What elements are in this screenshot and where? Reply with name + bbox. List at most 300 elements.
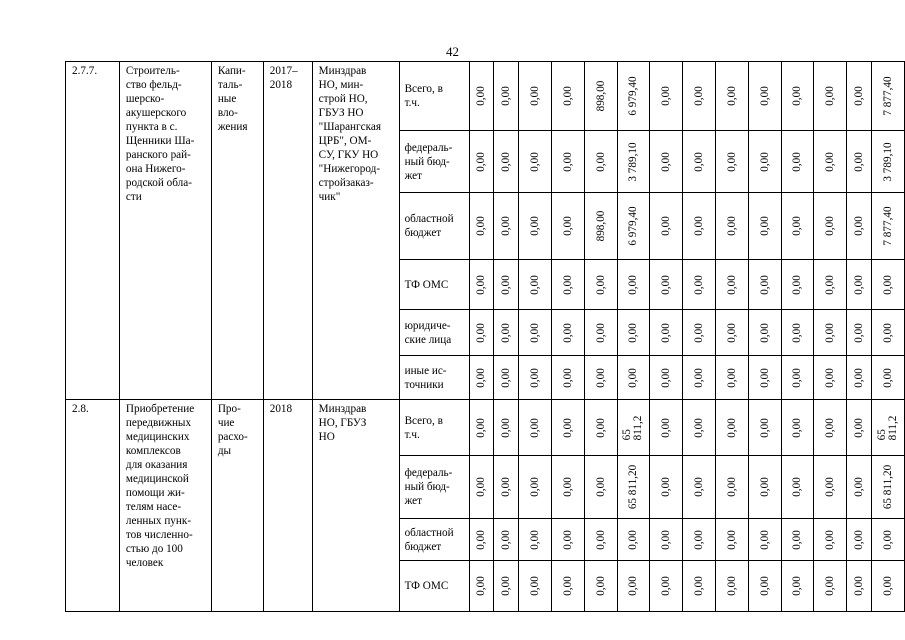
value-text: 0,00 bbox=[693, 477, 706, 497]
value-text: 0,00 bbox=[500, 367, 513, 388]
funding-source: Всего, в т.ч. bbox=[399, 62, 469, 131]
value-text: 0,00 bbox=[594, 576, 607, 596]
value-cell bbox=[814, 131, 847, 193]
value-text: 0,00 bbox=[561, 322, 574, 343]
value-cell bbox=[781, 193, 814, 260]
value-text: 0,00 bbox=[529, 417, 542, 438]
value-text: 0,00 bbox=[791, 529, 804, 550]
value-text: 0,00 bbox=[561, 367, 574, 388]
value-text: 0,00 bbox=[693, 151, 706, 172]
value-text: 0,00 bbox=[758, 576, 771, 596]
value-text: 0,00 bbox=[882, 367, 894, 388]
value-cell bbox=[494, 561, 519, 612]
value-text: 0,00 bbox=[529, 216, 542, 236]
value-cell bbox=[650, 260, 683, 310]
value-text: 0,00 bbox=[594, 417, 607, 438]
value-cell bbox=[551, 519, 584, 561]
value-text: 0,00 bbox=[561, 216, 574, 236]
value-text: 0,00 bbox=[725, 529, 738, 550]
value-cell bbox=[469, 456, 494, 519]
value-cell bbox=[872, 400, 905, 456]
value-cell bbox=[494, 519, 519, 561]
item-name: Строитель- ство фельд- шерско- акушерского пункта в с. Щенники Ша- ранского рай- она Нижего- родской обла- сти bbox=[119, 62, 211, 400]
value-text: 0,00 bbox=[500, 576, 513, 596]
value-cell bbox=[650, 519, 683, 561]
value-text: 0,00 bbox=[561, 274, 574, 295]
value-text: 65 811,20 bbox=[627, 464, 640, 510]
value-text: 0,00 bbox=[475, 216, 488, 236]
funding-source: федераль- ный бюд- жет bbox=[399, 456, 469, 519]
value-text: 0,00 bbox=[561, 576, 574, 596]
value-cell bbox=[683, 260, 716, 310]
value-cell bbox=[584, 310, 617, 356]
value-cell bbox=[872, 62, 905, 131]
value-cell bbox=[748, 260, 781, 310]
value-text: 0,00 bbox=[791, 367, 804, 388]
value-cell bbox=[469, 356, 494, 400]
value-cell bbox=[617, 561, 650, 612]
value-cell bbox=[715, 310, 748, 356]
value-cell bbox=[872, 456, 905, 519]
value-text: 0,00 bbox=[693, 367, 706, 388]
value-text: 0,00 bbox=[693, 274, 706, 295]
value-text: 0,00 bbox=[824, 477, 837, 497]
value-cell bbox=[847, 310, 872, 356]
value-cell bbox=[781, 310, 814, 356]
value-text: 0,00 bbox=[853, 529, 866, 550]
value-text: 0,00 bbox=[791, 151, 804, 172]
value-text: 0,00 bbox=[500, 216, 513, 236]
value-text: 0,00 bbox=[853, 477, 866, 497]
value-cell bbox=[494, 131, 519, 193]
value-cell bbox=[551, 456, 584, 519]
item-number: 2.7.7. bbox=[66, 62, 120, 400]
value-cell bbox=[617, 456, 650, 519]
value-text: 0,00 bbox=[758, 151, 771, 172]
value-text: 0,00 bbox=[791, 274, 804, 295]
value-text: 0,00 bbox=[758, 86, 771, 106]
value-cell bbox=[551, 356, 584, 400]
value-text: 0,00 bbox=[475, 367, 488, 388]
value-cell bbox=[814, 62, 847, 131]
value-cell bbox=[847, 131, 872, 193]
value-cell bbox=[847, 561, 872, 612]
value-text: 3 789,10 bbox=[882, 141, 894, 182]
value-text: 0,00 bbox=[475, 529, 488, 550]
value-cell bbox=[617, 400, 650, 456]
value-text: 6 979,40 bbox=[627, 206, 640, 246]
value-cell bbox=[683, 62, 716, 131]
funding-source: Всего, в т.ч. bbox=[399, 400, 469, 456]
value-cell bbox=[650, 131, 683, 193]
implementation-years: 2018 bbox=[263, 400, 312, 612]
value-text: 0,00 bbox=[529, 367, 542, 388]
value-cell bbox=[519, 356, 552, 400]
value-cell bbox=[872, 260, 905, 310]
value-cell bbox=[650, 62, 683, 131]
value-text: 0,00 bbox=[561, 529, 574, 550]
value-cell bbox=[469, 260, 494, 310]
value-text: 0,00 bbox=[475, 151, 488, 172]
value-text: 0,00 bbox=[824, 216, 837, 236]
value-text: 0,00 bbox=[475, 274, 488, 295]
value-cell bbox=[847, 260, 872, 310]
value-cell bbox=[872, 519, 905, 561]
value-cell bbox=[683, 561, 716, 612]
value-text: 0,00 bbox=[824, 151, 837, 172]
value-text: 0,00 bbox=[594, 151, 607, 172]
funding-source: областной бюджет bbox=[399, 519, 469, 561]
item-number: 2.8. bbox=[66, 400, 120, 612]
value-cell bbox=[519, 400, 552, 456]
value-cell bbox=[715, 193, 748, 260]
value-cell bbox=[617, 131, 650, 193]
value-cell bbox=[715, 561, 748, 612]
value-cell bbox=[584, 519, 617, 561]
value-text: 0,00 bbox=[500, 322, 513, 343]
value-text: 0,00 bbox=[561, 151, 574, 172]
value-text: 3 789,10 bbox=[627, 141, 640, 182]
value-cell bbox=[494, 193, 519, 260]
value-cell bbox=[584, 356, 617, 400]
value-text: 0,00 bbox=[529, 322, 542, 343]
value-cell bbox=[519, 193, 552, 260]
value-cell bbox=[584, 400, 617, 456]
value-text: 0,00 bbox=[475, 322, 488, 343]
value-text: 0,00 bbox=[853, 417, 866, 438]
value-text: 0,00 bbox=[824, 86, 837, 106]
value-cell bbox=[872, 356, 905, 400]
value-text: 65 811,20 bbox=[882, 464, 894, 510]
value-text: 0,00 bbox=[500, 274, 513, 295]
value-cell bbox=[781, 356, 814, 400]
value-text: 0,00 bbox=[529, 529, 542, 550]
implementation-years: 2017– 2018 bbox=[263, 62, 312, 400]
value-cell bbox=[519, 310, 552, 356]
value-cell bbox=[683, 519, 716, 561]
value-text: 898,00 bbox=[594, 80, 607, 112]
value-text: 0,00 bbox=[475, 417, 488, 438]
value-cell bbox=[715, 260, 748, 310]
value-cell bbox=[551, 561, 584, 612]
value-text: 0,00 bbox=[725, 151, 738, 172]
value-text: 0,00 bbox=[529, 274, 542, 295]
value-text: 0,00 bbox=[791, 322, 804, 343]
value-text: 0,00 bbox=[758, 417, 771, 438]
value-cell bbox=[584, 62, 617, 131]
value-text: 0,00 bbox=[594, 367, 607, 388]
value-text: 0,00 bbox=[475, 477, 488, 497]
value-text: 0,00 bbox=[660, 86, 673, 106]
value-text: 0,00 bbox=[660, 274, 673, 295]
value-cell bbox=[847, 62, 872, 131]
value-cell bbox=[814, 260, 847, 310]
value-cell bbox=[551, 400, 584, 456]
value-cell bbox=[650, 561, 683, 612]
value-cell bbox=[683, 456, 716, 519]
value-text: 0,00 bbox=[693, 576, 706, 596]
value-text: 0,00 bbox=[725, 367, 738, 388]
value-cell bbox=[617, 310, 650, 356]
value-cell bbox=[781, 519, 814, 561]
value-text: 0,00 bbox=[660, 529, 673, 550]
value-cell bbox=[469, 131, 494, 193]
value-cell bbox=[683, 400, 716, 456]
value-text: 0,00 bbox=[500, 529, 513, 550]
value-text: 0,00 bbox=[882, 322, 894, 343]
value-cell bbox=[814, 519, 847, 561]
table-row bbox=[66, 400, 905, 456]
value-text: 0,00 bbox=[791, 216, 804, 236]
executor: Минздрав НО, ГБУЗ НО bbox=[312, 400, 399, 612]
value-cell bbox=[469, 561, 494, 612]
value-cell bbox=[494, 310, 519, 356]
value-cell bbox=[814, 400, 847, 456]
value-cell bbox=[781, 62, 814, 131]
value-text: 0,00 bbox=[594, 477, 607, 497]
value-text: 0,00 bbox=[758, 529, 771, 550]
value-text: 0,00 bbox=[594, 529, 607, 550]
value-text: 0,00 bbox=[627, 367, 640, 388]
value-cell bbox=[584, 260, 617, 310]
value-cell bbox=[715, 356, 748, 400]
value-cell bbox=[748, 400, 781, 456]
value-cell bbox=[617, 193, 650, 260]
value-cell bbox=[551, 310, 584, 356]
value-text: 0,00 bbox=[561, 417, 574, 438]
value-text: 0,00 bbox=[529, 576, 542, 596]
value-cell bbox=[494, 260, 519, 310]
expense-type: Капи- таль- ные вло- жения bbox=[211, 62, 263, 400]
value-text: 0,00 bbox=[758, 367, 771, 388]
value-text: 0,00 bbox=[882, 274, 894, 295]
value-text: 0,00 bbox=[824, 529, 837, 550]
value-cell bbox=[814, 561, 847, 612]
value-cell bbox=[748, 561, 781, 612]
value-cell bbox=[519, 131, 552, 193]
value-text: 0,00 bbox=[693, 86, 706, 106]
value-text: 0,00 bbox=[791, 417, 804, 438]
value-cell bbox=[469, 62, 494, 131]
value-cell bbox=[748, 310, 781, 356]
value-text: 0,00 bbox=[853, 576, 866, 596]
expense-type: Про- чие расхо- ды bbox=[211, 400, 263, 612]
value-text: 0,00 bbox=[853, 151, 866, 172]
value-text: 0,00 bbox=[791, 86, 804, 106]
value-text: 0,00 bbox=[758, 216, 771, 236]
value-cell bbox=[584, 561, 617, 612]
value-cell bbox=[617, 260, 650, 310]
value-cell bbox=[494, 62, 519, 131]
value-cell bbox=[551, 260, 584, 310]
value-text: 0,00 bbox=[824, 322, 837, 343]
value-text: 0,00 bbox=[824, 367, 837, 388]
funding-source: иные ис- точники bbox=[399, 356, 469, 400]
value-cell bbox=[519, 260, 552, 310]
value-cell bbox=[872, 561, 905, 612]
value-cell bbox=[872, 310, 905, 356]
value-cell bbox=[683, 193, 716, 260]
value-text: 0,00 bbox=[758, 477, 771, 497]
value-text: 0,00 bbox=[561, 86, 574, 106]
table-row bbox=[66, 62, 905, 131]
value-text: 0,00 bbox=[824, 576, 837, 596]
item-name: Приобретение передвижных медицинских комплексов для оказания медицинской помощи жи- телям насе- ленных пунк- тов численно- стью до 100 человек bbox=[119, 400, 211, 612]
value-text: 0,00 bbox=[882, 529, 894, 550]
value-cell bbox=[519, 456, 552, 519]
value-cell bbox=[872, 131, 905, 193]
value-text: 0,00 bbox=[758, 322, 771, 343]
value-text: 0,00 bbox=[725, 417, 738, 438]
value-text: 0,00 bbox=[725, 274, 738, 295]
value-cell bbox=[519, 519, 552, 561]
value-cell bbox=[494, 400, 519, 456]
value-cell bbox=[715, 456, 748, 519]
value-cell bbox=[494, 356, 519, 400]
value-cell bbox=[847, 519, 872, 561]
value-text: 0,00 bbox=[693, 216, 706, 236]
value-text: 7 877,40 bbox=[882, 206, 894, 246]
value-cell bbox=[584, 193, 617, 260]
value-cell bbox=[748, 519, 781, 561]
value-text: 0,00 bbox=[882, 576, 894, 596]
value-text: 0,00 bbox=[824, 417, 837, 438]
value-text: 0,00 bbox=[660, 576, 673, 596]
value-cell bbox=[584, 456, 617, 519]
value-text: 0,00 bbox=[627, 576, 640, 596]
value-cell bbox=[551, 193, 584, 260]
funding-source: ТФ ОМС bbox=[399, 260, 469, 310]
value-cell bbox=[781, 561, 814, 612]
value-cell bbox=[519, 62, 552, 131]
value-text: 0,00 bbox=[791, 576, 804, 596]
value-text: 0,00 bbox=[693, 322, 706, 343]
value-text: 6 979,40 bbox=[627, 76, 640, 116]
value-cell bbox=[748, 356, 781, 400]
value-text: 0,00 bbox=[660, 367, 673, 388]
value-text: 0,00 bbox=[791, 477, 804, 497]
value-text: 0,00 bbox=[853, 216, 866, 236]
value-cell bbox=[847, 193, 872, 260]
value-text: 0,00 bbox=[758, 274, 771, 295]
value-cell bbox=[872, 193, 905, 260]
value-cell bbox=[715, 131, 748, 193]
value-text: 0,00 bbox=[594, 322, 607, 343]
value-cell bbox=[781, 456, 814, 519]
funding-source: федераль- ный бюд- жет bbox=[399, 131, 469, 193]
value-text: 898,00 bbox=[594, 210, 607, 242]
value-cell bbox=[617, 62, 650, 131]
value-text: 0,00 bbox=[824, 274, 837, 295]
value-text: 0,00 bbox=[500, 417, 513, 438]
value-cell bbox=[781, 131, 814, 193]
funding-source: областной бюджет bbox=[399, 193, 469, 260]
funding-source: ТФ ОМС bbox=[399, 561, 469, 612]
value-text: 0,00 bbox=[529, 151, 542, 172]
value-text: 0,00 bbox=[660, 477, 673, 497]
value-cell bbox=[469, 193, 494, 260]
page-number: 42 bbox=[446, 44, 459, 59]
value-text: 0,00 bbox=[594, 274, 607, 295]
value-text: 0,00 bbox=[693, 529, 706, 550]
value-text: 0,00 bbox=[660, 216, 673, 236]
value-cell bbox=[715, 62, 748, 131]
value-text: 0,00 bbox=[725, 322, 738, 343]
value-text: 65 811,2 bbox=[876, 415, 899, 440]
value-cell bbox=[469, 519, 494, 561]
value-text: 0,00 bbox=[627, 529, 640, 550]
value-text: 0,00 bbox=[725, 477, 738, 497]
value-cell bbox=[551, 131, 584, 193]
value-cell bbox=[551, 62, 584, 131]
value-cell bbox=[650, 400, 683, 456]
value-text: 0,00 bbox=[693, 417, 706, 438]
value-text: 7 877,40 bbox=[882, 76, 894, 116]
value-cell bbox=[650, 310, 683, 356]
value-text: 0,00 bbox=[853, 367, 866, 388]
value-cell bbox=[469, 310, 494, 356]
value-text: 0,00 bbox=[475, 576, 488, 596]
funding-source: юридиче- ские лица bbox=[399, 310, 469, 356]
value-cell bbox=[650, 356, 683, 400]
value-text: 0,00 bbox=[500, 477, 513, 497]
value-text: 0,00 bbox=[660, 322, 673, 343]
value-cell bbox=[814, 356, 847, 400]
value-text: 0,00 bbox=[500, 151, 513, 172]
value-cell bbox=[715, 519, 748, 561]
value-cell bbox=[748, 62, 781, 131]
value-cell bbox=[715, 400, 748, 456]
value-text: 0,00 bbox=[725, 86, 738, 106]
value-cell bbox=[781, 260, 814, 310]
value-text: 0,00 bbox=[853, 86, 866, 106]
value-text: 65 811,2 bbox=[621, 415, 645, 440]
value-cell bbox=[748, 193, 781, 260]
value-cell bbox=[847, 456, 872, 519]
value-cell bbox=[519, 561, 552, 612]
value-cell bbox=[469, 400, 494, 456]
value-text: 0,00 bbox=[627, 274, 640, 295]
value-cell bbox=[748, 456, 781, 519]
value-cell bbox=[847, 400, 872, 456]
funding-table bbox=[65, 61, 905, 612]
value-cell bbox=[617, 356, 650, 400]
executor: Минздрав НО, мин- строй НО, ГБУЗ НО "Шарангская ЦРБ", ОМ- СУ, ГКУ НО "Нижегород- стройзаказ- чик" bbox=[312, 62, 399, 400]
value-cell bbox=[814, 456, 847, 519]
value-cell bbox=[683, 131, 716, 193]
value-text: 0,00 bbox=[660, 417, 673, 438]
value-cell bbox=[781, 400, 814, 456]
value-cell bbox=[584, 131, 617, 193]
value-text: 0,00 bbox=[561, 477, 574, 497]
value-text: 0,00 bbox=[725, 216, 738, 236]
value-text: 0,00 bbox=[725, 576, 738, 596]
value-cell bbox=[683, 356, 716, 400]
value-cell bbox=[494, 456, 519, 519]
value-cell bbox=[847, 356, 872, 400]
value-text: 0,00 bbox=[529, 477, 542, 497]
value-text: 0,00 bbox=[853, 274, 866, 295]
value-text: 0,00 bbox=[529, 86, 542, 106]
value-text: 0,00 bbox=[853, 322, 866, 343]
value-text: 0,00 bbox=[475, 86, 488, 106]
value-cell bbox=[683, 310, 716, 356]
value-cell bbox=[650, 193, 683, 260]
value-text: 0,00 bbox=[660, 151, 673, 172]
value-cell bbox=[814, 310, 847, 356]
value-text: 0,00 bbox=[500, 86, 513, 106]
value-cell bbox=[617, 519, 650, 561]
